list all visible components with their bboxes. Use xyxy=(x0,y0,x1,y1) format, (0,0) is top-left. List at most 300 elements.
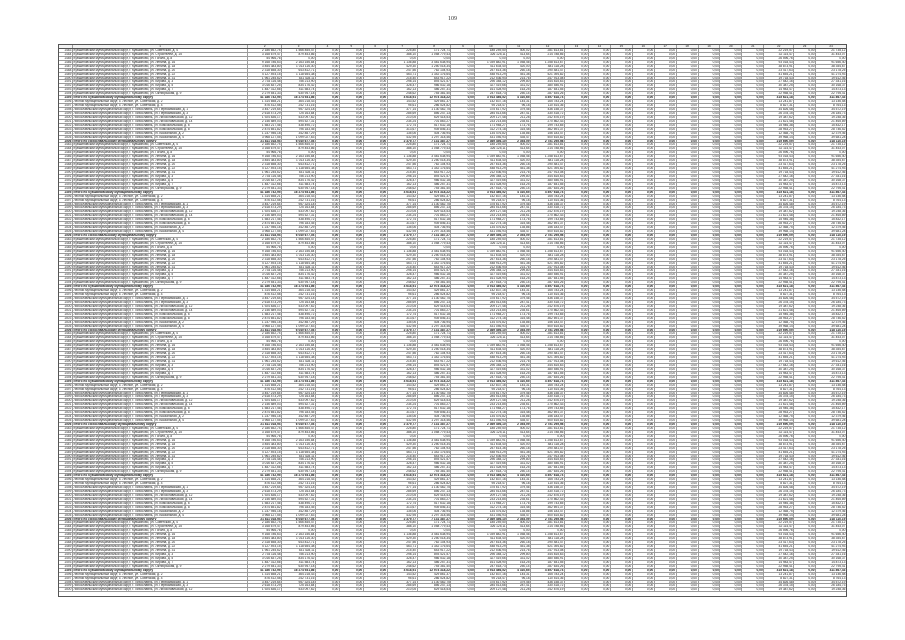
amount-cell: 0,00 xyxy=(565,332,589,335)
amount-cell: 156 183,47 xyxy=(531,510,565,513)
amount-cell: 0,00 xyxy=(655,254,677,257)
amount-cell: 0,00 xyxy=(794,262,816,265)
address-cell: Лихославльский муниципальный округ, г. Лихославль, ул. Лихославльская, д. 12 xyxy=(73,399,248,402)
amount-cell: 0,00 xyxy=(699,273,721,276)
amount-cell: 0,00 xyxy=(633,411,655,414)
amount-cell: 327 419,66 xyxy=(475,462,507,465)
amount-cell: 27 542,16 xyxy=(764,364,794,367)
amount-cell: 30 168,37 xyxy=(831,462,846,466)
amount-cell: 0,00 xyxy=(794,336,816,339)
amount-cell: 517 632,18 xyxy=(418,407,452,410)
amount-cell: 0,00 xyxy=(742,466,764,469)
amount-cell: 0,00 xyxy=(364,269,388,272)
amount-cell: 0,00 xyxy=(699,321,721,324)
address-cell: Лихославльский муниципальный округ, г. Лихославль, ул. Комсомольская, д. 8 xyxy=(73,411,248,414)
amount-cell: 0,00 xyxy=(633,293,655,296)
amount-cell: 0,00 xyxy=(364,451,388,454)
amount-cell: 21 465,89 xyxy=(831,308,846,312)
amount-cell: 0,00 xyxy=(699,466,721,469)
amount-cell: 247 518,73 xyxy=(475,376,507,379)
amount-cell: 0,00 xyxy=(677,167,699,170)
amount-cell: 0,00 xyxy=(316,230,340,233)
amount-cell: 0,00 xyxy=(316,584,340,587)
amount-cell: 0,00 xyxy=(451,285,475,288)
amount-cell: 0,00 xyxy=(677,65,699,68)
amount-cell: 0,00 xyxy=(677,116,699,119)
column-header: 22 xyxy=(764,45,794,48)
amount-cell: 0,00 xyxy=(677,419,699,422)
amount-cell: 0,00 xyxy=(316,143,340,146)
amount-cell: 0,00 xyxy=(699,281,721,284)
amount-cell: 0,00 xyxy=(611,191,633,194)
amount-cell: 0,00 xyxy=(655,175,677,178)
amount-cell: 0,00 xyxy=(316,258,340,261)
amount-cell: 0,00 xyxy=(364,80,388,83)
amount-cell: 3 913 486,52 xyxy=(475,474,507,477)
amount-cell: 0,00 xyxy=(565,246,589,249)
amount-cell: 0,00 xyxy=(316,65,340,68)
amount-cell: 0,00 xyxy=(794,250,816,253)
amount-cell: 23 178,25 xyxy=(831,446,846,450)
amount-cell: 432,95 xyxy=(388,230,418,233)
amount-cell: 0,00 xyxy=(589,124,611,127)
amount-cell: 0,00 xyxy=(451,163,475,166)
amount-cell: 0,00 xyxy=(655,313,677,316)
row-number-cell: 1488 xyxy=(59,541,73,544)
amount-cell: 0,00 xyxy=(655,581,677,584)
amount-cell: 0,00 xyxy=(316,588,340,591)
amount-cell: 0,00 xyxy=(451,65,475,68)
amount-cell: 0,00 xyxy=(451,226,475,229)
amount-cell: 212 536,94 xyxy=(475,455,507,458)
amount-cell: 15 832,17 xyxy=(831,312,846,316)
amount-cell: 23 178,25 xyxy=(831,257,846,261)
row-number-cell: 1492 xyxy=(59,368,73,371)
amount-cell: 1 297 318,46 xyxy=(418,514,452,517)
amount-cell: 0,00 xyxy=(589,384,611,387)
amount-cell: 0,00 xyxy=(699,553,721,556)
amount-cell: 0,00 xyxy=(742,140,764,143)
amount-cell: 0,00 xyxy=(839,151,846,155)
address-cell: Кувшиновский муниципальный округ, г. Кувшиново, ул. Советская, д. 4 xyxy=(73,332,248,335)
amount-cell: 0,00 xyxy=(364,88,388,91)
amount-cell: 0,00 xyxy=(677,356,699,359)
amount-cell: 235,61 xyxy=(507,403,531,406)
amount-cell: 0,00 xyxy=(611,128,633,131)
amount-cell: 0,00 xyxy=(794,388,816,391)
amount-cell: 379,46 xyxy=(507,108,531,111)
amount-cell: 0,00 xyxy=(451,187,475,190)
amount-cell: 34 826,48 xyxy=(764,581,794,584)
amount-cell: 0,00 xyxy=(364,348,388,351)
amount-cell: 0,00 xyxy=(340,234,364,237)
amount-cell: 0,00 xyxy=(340,376,364,379)
amount-cell: 0,00 xyxy=(699,573,721,576)
amount-cell: 0,00 xyxy=(633,136,655,139)
amount-cell: 0,00 xyxy=(589,222,611,225)
row-number-cell: 1500 xyxy=(59,399,73,402)
amount-cell: 0,00 xyxy=(364,392,388,395)
amount-cell: 0,00 xyxy=(742,443,764,446)
amount-cell: 2 618 473,29 xyxy=(248,584,282,587)
amount-cell: 0,00 xyxy=(565,419,589,422)
row-number-cell: 1499 xyxy=(59,206,73,209)
amount-cell: 0,00 xyxy=(611,502,633,505)
amount-cell: 172,74 xyxy=(388,313,418,316)
amount-cell: 0,00 xyxy=(451,462,475,465)
amount-cell: 0,00 xyxy=(655,214,677,217)
amount-cell: 0,00 xyxy=(655,565,677,568)
amount-cell: 500 615,82 xyxy=(531,230,565,233)
amount-cell: 0,00 xyxy=(589,120,611,123)
amount-cell: 0,00 xyxy=(633,88,655,91)
amount-cell: 0,00 xyxy=(589,518,611,521)
amount-cell: 413,64 xyxy=(507,147,531,150)
amount-cell: 0,00 xyxy=(589,163,611,166)
row-number-cell: 1506 xyxy=(59,140,73,143)
amount-cell: 0,00 xyxy=(655,447,677,450)
amount-cell: 0,00 xyxy=(316,301,340,304)
amount-cell: 0,00 xyxy=(655,588,677,591)
amount-cell: 0,00 xyxy=(742,329,764,332)
amount-cell: 1 487 312,66 xyxy=(248,372,282,375)
amount-cell: 0,00 xyxy=(340,565,364,568)
amount-cell: 0,00 xyxy=(720,163,742,166)
amount-cell: 0,00 xyxy=(364,116,388,119)
amount-cell: 0,00 xyxy=(794,344,816,347)
amount-cell: 0,00 xyxy=(794,569,816,572)
amount-cell: 0,00 xyxy=(451,266,475,269)
amount-cell: 0,00 xyxy=(340,360,364,363)
amount-cell: 0,00 xyxy=(794,230,816,233)
amount-cell: 3 913 486,52 xyxy=(475,285,507,288)
amount-cell: 1 314 658,21 xyxy=(248,478,282,481)
amount-cell: 879 453,86 xyxy=(282,336,316,339)
amount-cell: 0,00 xyxy=(699,187,721,190)
amount-cell: 0,00 xyxy=(611,506,633,509)
amount-cell: 23 178,25 xyxy=(831,68,846,72)
amount-cell: 0,00 xyxy=(589,451,611,454)
amount-cell: 388,10 xyxy=(388,431,418,434)
amount-cell: 0,00 xyxy=(364,455,388,458)
amount-cell: 0,00 xyxy=(677,313,699,316)
amount-cell: 0,00 xyxy=(742,171,764,174)
amount-cell: 411 583,74 xyxy=(282,561,316,564)
amount-cell: 0,00 xyxy=(589,553,611,556)
amount-cell: 38 873,91 xyxy=(764,443,794,446)
amount-cell: 0,00 xyxy=(340,466,364,469)
amount-cell: 0,00 xyxy=(720,506,742,509)
amount-cell: 23 417,63 xyxy=(764,69,794,72)
amount-cell: 0,00 xyxy=(316,195,340,198)
amount-cell: 0,00 xyxy=(589,447,611,450)
amount-cell: 0,00 xyxy=(655,557,677,560)
amount-cell: 0,00 xyxy=(699,73,721,76)
amount-cell: 2 734 116,48 xyxy=(248,269,282,272)
amount-cell: 0,00 xyxy=(364,187,388,190)
amount-cell: 0,00 xyxy=(340,281,364,284)
amount-cell: 2 318 658,30 xyxy=(248,447,282,450)
amount-cell: 0,00 xyxy=(655,329,677,332)
amount-cell: 0,00 xyxy=(316,553,340,556)
amount-cell: 0,00 xyxy=(677,399,699,402)
amount-cell: 0,00 xyxy=(742,191,764,194)
amount-cell: 0,00 xyxy=(611,151,633,154)
amount-cell: 0,00 xyxy=(316,305,340,308)
amount-cell: 0,00 xyxy=(633,234,655,237)
amount-cell: 893 421,57 xyxy=(418,269,452,272)
row-number-cell: 1500 xyxy=(59,588,73,591)
amount-cell: 0,00 xyxy=(451,407,475,410)
address-cell: Лесной муниципальный округ, с. Лесное, ул. Советская, д. 2 xyxy=(73,573,248,576)
amount-cell: 0,00 xyxy=(742,301,764,304)
amount-cell: 0,00 xyxy=(340,407,364,410)
amount-cell: 0,00 xyxy=(565,92,589,95)
amount-cell: 876 412,58 xyxy=(248,293,282,296)
amount-cell: 0,00 xyxy=(742,238,764,241)
amount-cell: 315,48 xyxy=(507,222,531,225)
amount-cell: 142 837,16 xyxy=(475,195,507,198)
amount-cell: 0,00 xyxy=(699,266,721,269)
amount-cell: 0,00 xyxy=(699,69,721,72)
amount-cell: 0,00 xyxy=(742,92,764,95)
amount-cell: 0,00 xyxy=(742,128,764,131)
amount-cell: 0,00 xyxy=(565,309,589,312)
amount-cell: 110 514,36 xyxy=(531,199,565,202)
amount-cell: 429,30 xyxy=(388,537,418,540)
amount-cell: 12 974 318,22 xyxy=(418,474,452,477)
amount-cell: 380 546,91 xyxy=(531,84,565,87)
amount-cell: 30 387,25 xyxy=(764,557,794,560)
amount-cell: 4 127 493,15 xyxy=(248,356,282,359)
amount-cell: 0,00 xyxy=(677,470,699,473)
row-number-cell: 1493 xyxy=(59,88,73,91)
amount-cell: 0,00 xyxy=(364,163,388,166)
amount-cell: 214 788,66 xyxy=(531,525,565,528)
amount-cell: 725 163,84 xyxy=(282,395,316,398)
amount-cell: 0,00 xyxy=(677,455,699,458)
amount-cell: 225,80 xyxy=(388,427,418,430)
amount-cell: 215,40 xyxy=(388,266,418,269)
amount-cell: 0,00 xyxy=(589,545,611,548)
amount-cell: 326 125,11 xyxy=(475,525,507,528)
amount-cell: 594 527,31 xyxy=(282,120,316,123)
amount-cell: 142 837,16 xyxy=(475,478,507,481)
amount-cell: 0,00 xyxy=(633,458,655,461)
amount-cell: 0,00 xyxy=(340,577,364,580)
amount-cell: 211,28 xyxy=(507,399,531,402)
amount-cell: 242 731,16 xyxy=(282,293,316,296)
amount-cell: 27 341,16 xyxy=(831,363,846,367)
amount-cell: 13 146,58 xyxy=(831,100,846,104)
amount-cell: 0,00 xyxy=(633,281,655,284)
amount-cell: 39 968,14 xyxy=(764,514,794,517)
amount-cell: 4 618,91 xyxy=(388,569,418,572)
amount-cell: 0,00 xyxy=(316,108,340,111)
amount-cell: 0,00 xyxy=(720,364,742,367)
amount-cell: 0,00 xyxy=(720,266,742,269)
amount-cell: 435,47 xyxy=(507,136,531,139)
amount-cell: 0,00 xyxy=(720,49,742,52)
amount-cell: 0,00 xyxy=(742,187,764,190)
amount-cell: 0,00 xyxy=(364,384,388,387)
amount-cell: 0,00 xyxy=(565,360,589,363)
amount-cell: 0,00 xyxy=(364,258,388,261)
amount-cell: 0,00 xyxy=(633,167,655,170)
amount-cell: 290 481,47 xyxy=(531,69,565,72)
amount-cell: 247 518,73 xyxy=(475,470,507,473)
amount-cell: 0,00 xyxy=(340,151,364,154)
amount-cell: 0,00 xyxy=(677,403,699,406)
amount-cell: 0,00 xyxy=(742,506,764,509)
amount-cell: 0,00 xyxy=(742,573,764,576)
amount-cell: 0,00 xyxy=(794,431,816,434)
amount-cell: 0,00 xyxy=(565,88,589,91)
row-number-cell: 1487 xyxy=(59,65,73,68)
amount-cell: 0,00 xyxy=(633,455,655,458)
amount-cell: 0,00 xyxy=(633,226,655,229)
amount-cell: 0,00 xyxy=(633,514,655,517)
amount-cell: 2 279 541,33 xyxy=(248,281,282,284)
amount-cell: 0,00 xyxy=(565,541,589,544)
amount-cell: 0,00 xyxy=(720,187,742,190)
amount-cell: 400,02 xyxy=(507,521,531,524)
amount-cell: 0,00 xyxy=(611,88,633,91)
amount-cell: 0,00 xyxy=(720,352,742,355)
amount-cell: 0,00 xyxy=(611,187,633,190)
amount-cell: 432,95 xyxy=(388,325,418,328)
amount-cell: 0,00 xyxy=(316,439,340,442)
amount-cell: 404 736,94 xyxy=(418,226,452,229)
amount-cell: 135,06 xyxy=(388,226,418,229)
amount-cell: 0,00 xyxy=(565,206,589,209)
amount-cell: 0,00 xyxy=(742,344,764,347)
amount-cell: 26 378,15 xyxy=(764,584,794,587)
amount-cell: 0,00 xyxy=(451,360,475,363)
amount-cell: 431 046,93 xyxy=(475,419,507,422)
amount-cell: 0,00 xyxy=(742,297,764,300)
amount-cell: 0,00 xyxy=(316,506,340,509)
amount-cell: 2 146 589,03 xyxy=(248,120,282,123)
amount-cell: 0,00 xyxy=(677,104,699,107)
address-cell: Кувшиновский муниципальный округ, г. Кувшиново, ул. Кирова, д. 5 xyxy=(73,557,248,560)
amount-cell: 1 118 654,38 xyxy=(282,545,316,548)
amount-cell: 481 118,28 xyxy=(531,537,565,540)
amount-cell: 0,00 xyxy=(611,132,633,135)
amount-cell: 0,00 xyxy=(340,222,364,225)
amount-cell: 0,00 xyxy=(633,84,655,87)
amount-cell: 0,00 xyxy=(451,384,475,387)
amount-cell: 0,00 xyxy=(340,455,364,458)
amount-cell: 0,00 xyxy=(589,53,611,56)
amount-cell: 0,00 xyxy=(611,147,633,150)
amount-cell: 171 724,71 xyxy=(418,427,452,430)
amount-cell: 0,00 xyxy=(720,427,742,430)
amount-cell: 95 218,47 xyxy=(475,482,507,485)
amount-cell: 0,00 xyxy=(655,470,677,473)
amount-cell: 0,00 xyxy=(451,376,475,379)
amount-cell: 0,00 xyxy=(677,514,699,517)
amount-cell: 0,00 xyxy=(364,159,388,162)
amount-cell: 0,00 xyxy=(611,69,633,72)
amount-cell: 0,00 xyxy=(316,273,340,276)
amount-cell: 0,00 xyxy=(364,155,388,158)
amount-cell: 13 241,87 xyxy=(764,100,794,103)
amount-cell: 0,00 xyxy=(742,195,764,198)
amount-cell: 0,00 xyxy=(565,557,589,560)
amount-cell: 0,00 xyxy=(611,80,633,83)
amount-cell: 0,00 xyxy=(589,151,611,154)
amount-cell: 27 542,16 xyxy=(764,80,794,83)
amount-cell: 0,00 xyxy=(742,553,764,556)
amount-cell: 438 496,72 xyxy=(282,407,316,410)
amount-cell: 0,00 xyxy=(611,344,633,347)
row-number-cell: 1495 xyxy=(59,285,73,288)
amount-cell: 0,00 xyxy=(316,376,340,379)
amount-cell: 0,00 xyxy=(340,462,364,465)
amount-cell: 0,00 xyxy=(655,325,677,328)
amount-cell: 0,00 xyxy=(611,281,633,284)
amount-cell: 171 984,27 xyxy=(475,313,507,316)
amount-cell: 0,00 xyxy=(742,399,764,402)
column-header: 2 xyxy=(248,45,282,48)
amount-cell: 31 453,07 xyxy=(831,430,846,434)
amount-cell: 0,00 xyxy=(655,206,677,209)
amount-cell: 0,00 xyxy=(589,297,611,300)
amount-cell: 0,00 xyxy=(633,561,655,564)
address-cell: Итого по Кувшиновскому муниципальному округу xyxy=(73,96,248,99)
amount-cell: 0,00 xyxy=(720,53,742,56)
amount-cell: 0,00 xyxy=(742,289,764,292)
amount-cell: 0,00 xyxy=(677,69,699,72)
amount-cell: 0,00 xyxy=(699,238,721,241)
amount-cell: 0,00 xyxy=(589,108,611,111)
amount-cell: 500 615,82 xyxy=(531,136,565,139)
amount-cell: 0,00 xyxy=(794,427,816,430)
amount-cell: 247 913,08 xyxy=(531,266,565,269)
amount-cell: 362 691,37 xyxy=(531,506,565,509)
amount-cell: 0,00 xyxy=(699,482,721,485)
amount-cell: 0,00 xyxy=(611,140,633,143)
amount-cell: 0,00 xyxy=(565,529,589,532)
amount-cell: 22 958,41 xyxy=(764,187,794,190)
amount-cell: 0,00 xyxy=(742,100,764,103)
amount-cell: 0,00 xyxy=(451,435,475,438)
amount-cell: 0,00 xyxy=(364,325,388,328)
amount-cell: 0,00 xyxy=(699,478,721,481)
amount-cell: 531 428,11 xyxy=(282,77,316,80)
amount-cell: 0,00 xyxy=(720,478,742,481)
amount-cell: 0,00 xyxy=(699,147,721,150)
row-number-cell: 1496 xyxy=(59,195,73,198)
amount-cell: 629 418,53 xyxy=(418,588,452,591)
amount-cell: 0,00 xyxy=(451,466,475,469)
amount-cell: 0,00 xyxy=(677,218,699,221)
amount-cell: 0,00 xyxy=(633,348,655,351)
amount-cell: 156 183,47 xyxy=(531,415,565,418)
amount-cell: 0,00 xyxy=(742,521,764,524)
amount-cell: 0,00 xyxy=(316,179,340,182)
amount-cell: 0,00 xyxy=(340,478,364,481)
amount-cell: 0,00 xyxy=(451,431,475,434)
amount-cell: 0,00 xyxy=(589,238,611,241)
amount-cell: 0,00 xyxy=(565,84,589,87)
amount-cell: 0,00 xyxy=(794,392,816,395)
amount-cell: 0,00 xyxy=(589,167,611,170)
row-number-cell: 1484 xyxy=(59,336,73,339)
amount-cell: 0,00 xyxy=(742,206,764,209)
amount-cell: 0,00 xyxy=(340,573,364,576)
